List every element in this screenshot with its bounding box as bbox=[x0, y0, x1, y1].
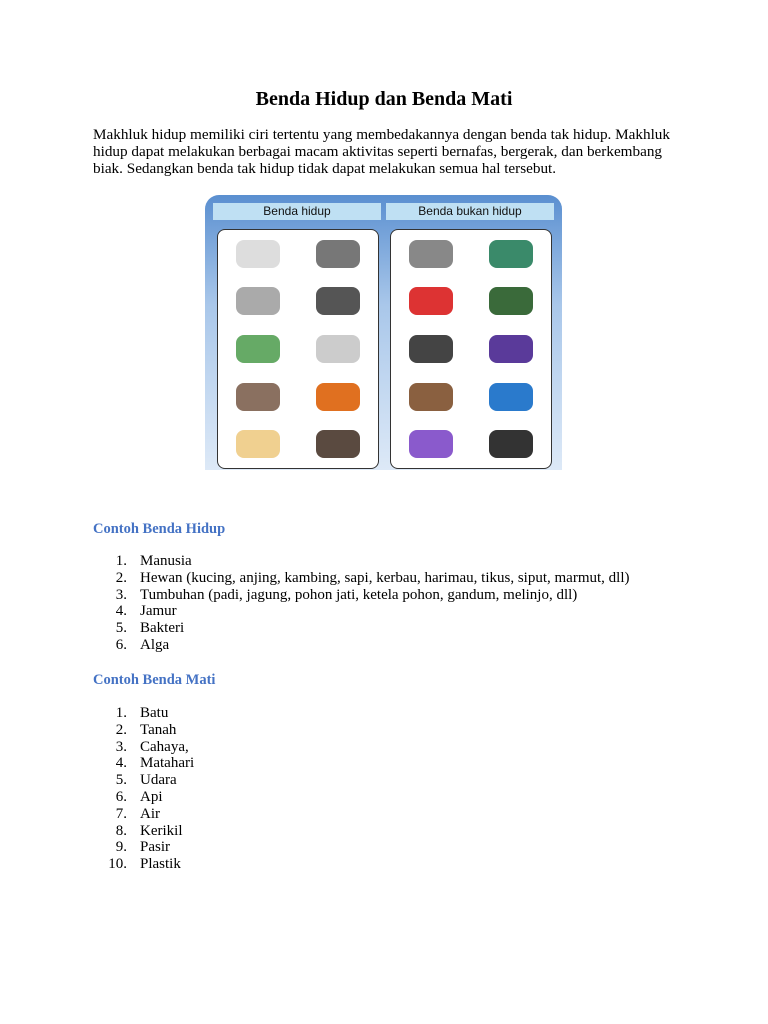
item-number: 6. bbox=[115, 636, 127, 653]
list-benda-hidup bbox=[93, 553, 630, 654]
list-item bbox=[93, 553, 630, 570]
pencil-icon bbox=[409, 430, 453, 458]
item-text: Api bbox=[140, 788, 163, 805]
wheelbarrow-icon bbox=[489, 287, 533, 315]
item-number: 1. bbox=[115, 553, 127, 569]
pliers-icon bbox=[409, 287, 453, 315]
water-lily-icon bbox=[236, 335, 280, 363]
panel-header: Benda hidup bbox=[213, 203, 381, 220]
item-text: Udara bbox=[140, 772, 177, 789]
onion-icon bbox=[316, 335, 360, 363]
item-number: 5. bbox=[115, 620, 127, 637]
item-number: 3. bbox=[115, 738, 127, 755]
chair-icon bbox=[489, 240, 533, 268]
list-item bbox=[93, 755, 194, 772]
insect-icon bbox=[236, 287, 280, 315]
item-number: 6. bbox=[115, 788, 127, 805]
mushroom-icon bbox=[236, 383, 280, 411]
item-text: Bakteri bbox=[140, 620, 185, 637]
list-item bbox=[93, 856, 194, 873]
item-number: 3. bbox=[115, 586, 127, 603]
cow-icon bbox=[236, 240, 280, 268]
list-item bbox=[93, 806, 194, 823]
list-item bbox=[93, 772, 194, 789]
snail-icon bbox=[316, 287, 360, 315]
item-text: Alga bbox=[140, 636, 170, 653]
item-number: 9. bbox=[115, 839, 127, 856]
list-item bbox=[93, 570, 630, 587]
list-item bbox=[93, 587, 630, 604]
fish-icon bbox=[316, 383, 360, 411]
item-text: Air bbox=[140, 805, 160, 822]
item-text: Manusia bbox=[140, 553, 192, 569]
item-number: 2. bbox=[115, 721, 127, 738]
list-item bbox=[93, 839, 194, 856]
item-number: 5. bbox=[115, 772, 127, 789]
item-text: Matahari bbox=[140, 755, 195, 772]
list-item bbox=[93, 823, 194, 840]
list-item bbox=[93, 722, 194, 739]
intro-paragraph: Makhluk hidup memiliki ciri tertentu yang membedakannya dengan benda tak hidup. Makhluk hidup dapat melakukan berbagai macam aktivitas seperti bernafas, bergerak, dan berkembang biak. Sedangkan benda tak hidup tidak dapat melakukan semua hal tersebut. bbox=[93, 126, 670, 177]
item-text: Tumbuhan (padi, jagung, pohon jati, ketela pohon, gandum, melinjo, dll) bbox=[140, 586, 578, 603]
item-number: 4. bbox=[115, 603, 127, 620]
panel-body bbox=[390, 229, 552, 469]
heading-contoh-benda-hidup: Contoh Benda Hidup bbox=[93, 521, 226, 537]
item-number: 7. bbox=[115, 805, 127, 822]
belt-icon bbox=[409, 383, 453, 411]
item-text: Hewan (kucing, anjing, kambing, sapi, kerbau, harimau, tikus, siput, marmut, dll) bbox=[140, 569, 630, 586]
magnet-icon bbox=[409, 335, 453, 363]
list-benda-mati bbox=[93, 705, 194, 873]
item-text: Tanah bbox=[140, 721, 177, 738]
list-item bbox=[93, 603, 630, 620]
shoes-icon bbox=[489, 335, 533, 363]
item-text: Jamur bbox=[140, 603, 177, 620]
item-text: Plastik bbox=[140, 856, 181, 873]
bicycle-icon bbox=[409, 240, 453, 268]
item-text: Pasir bbox=[140, 839, 170, 856]
item-number: 1. bbox=[115, 705, 127, 721]
item-number: 2. bbox=[115, 569, 127, 586]
item-text: Batu bbox=[140, 705, 169, 721]
panel-body bbox=[217, 229, 379, 469]
list-item bbox=[93, 637, 630, 654]
list-item bbox=[93, 789, 194, 806]
traffic-light-icon bbox=[489, 430, 533, 458]
list-item bbox=[93, 620, 630, 637]
list-item bbox=[93, 739, 194, 756]
cat-icon bbox=[316, 240, 360, 268]
panel-benda-bukan-hidup bbox=[386, 203, 554, 220]
racket-icon bbox=[489, 383, 533, 411]
item-number: 4. bbox=[115, 755, 127, 772]
baby-icon bbox=[236, 430, 280, 458]
item-text: Cahaya, bbox=[140, 738, 189, 755]
illustration-figure bbox=[205, 195, 562, 470]
item-text: Kerikil bbox=[140, 822, 183, 839]
heading-contoh-benda-mati: Contoh Benda Mati bbox=[93, 672, 216, 688]
list-item bbox=[93, 705, 194, 722]
item-number: 8. bbox=[115, 822, 127, 839]
hamster-icon bbox=[316, 430, 360, 458]
page-title: Benda Hidup dan Benda Mati bbox=[255, 88, 513, 110]
item-number: 10. bbox=[108, 856, 127, 873]
panel-header: Benda bukan hidup bbox=[386, 203, 554, 220]
panel-benda-hidup bbox=[213, 203, 381, 220]
